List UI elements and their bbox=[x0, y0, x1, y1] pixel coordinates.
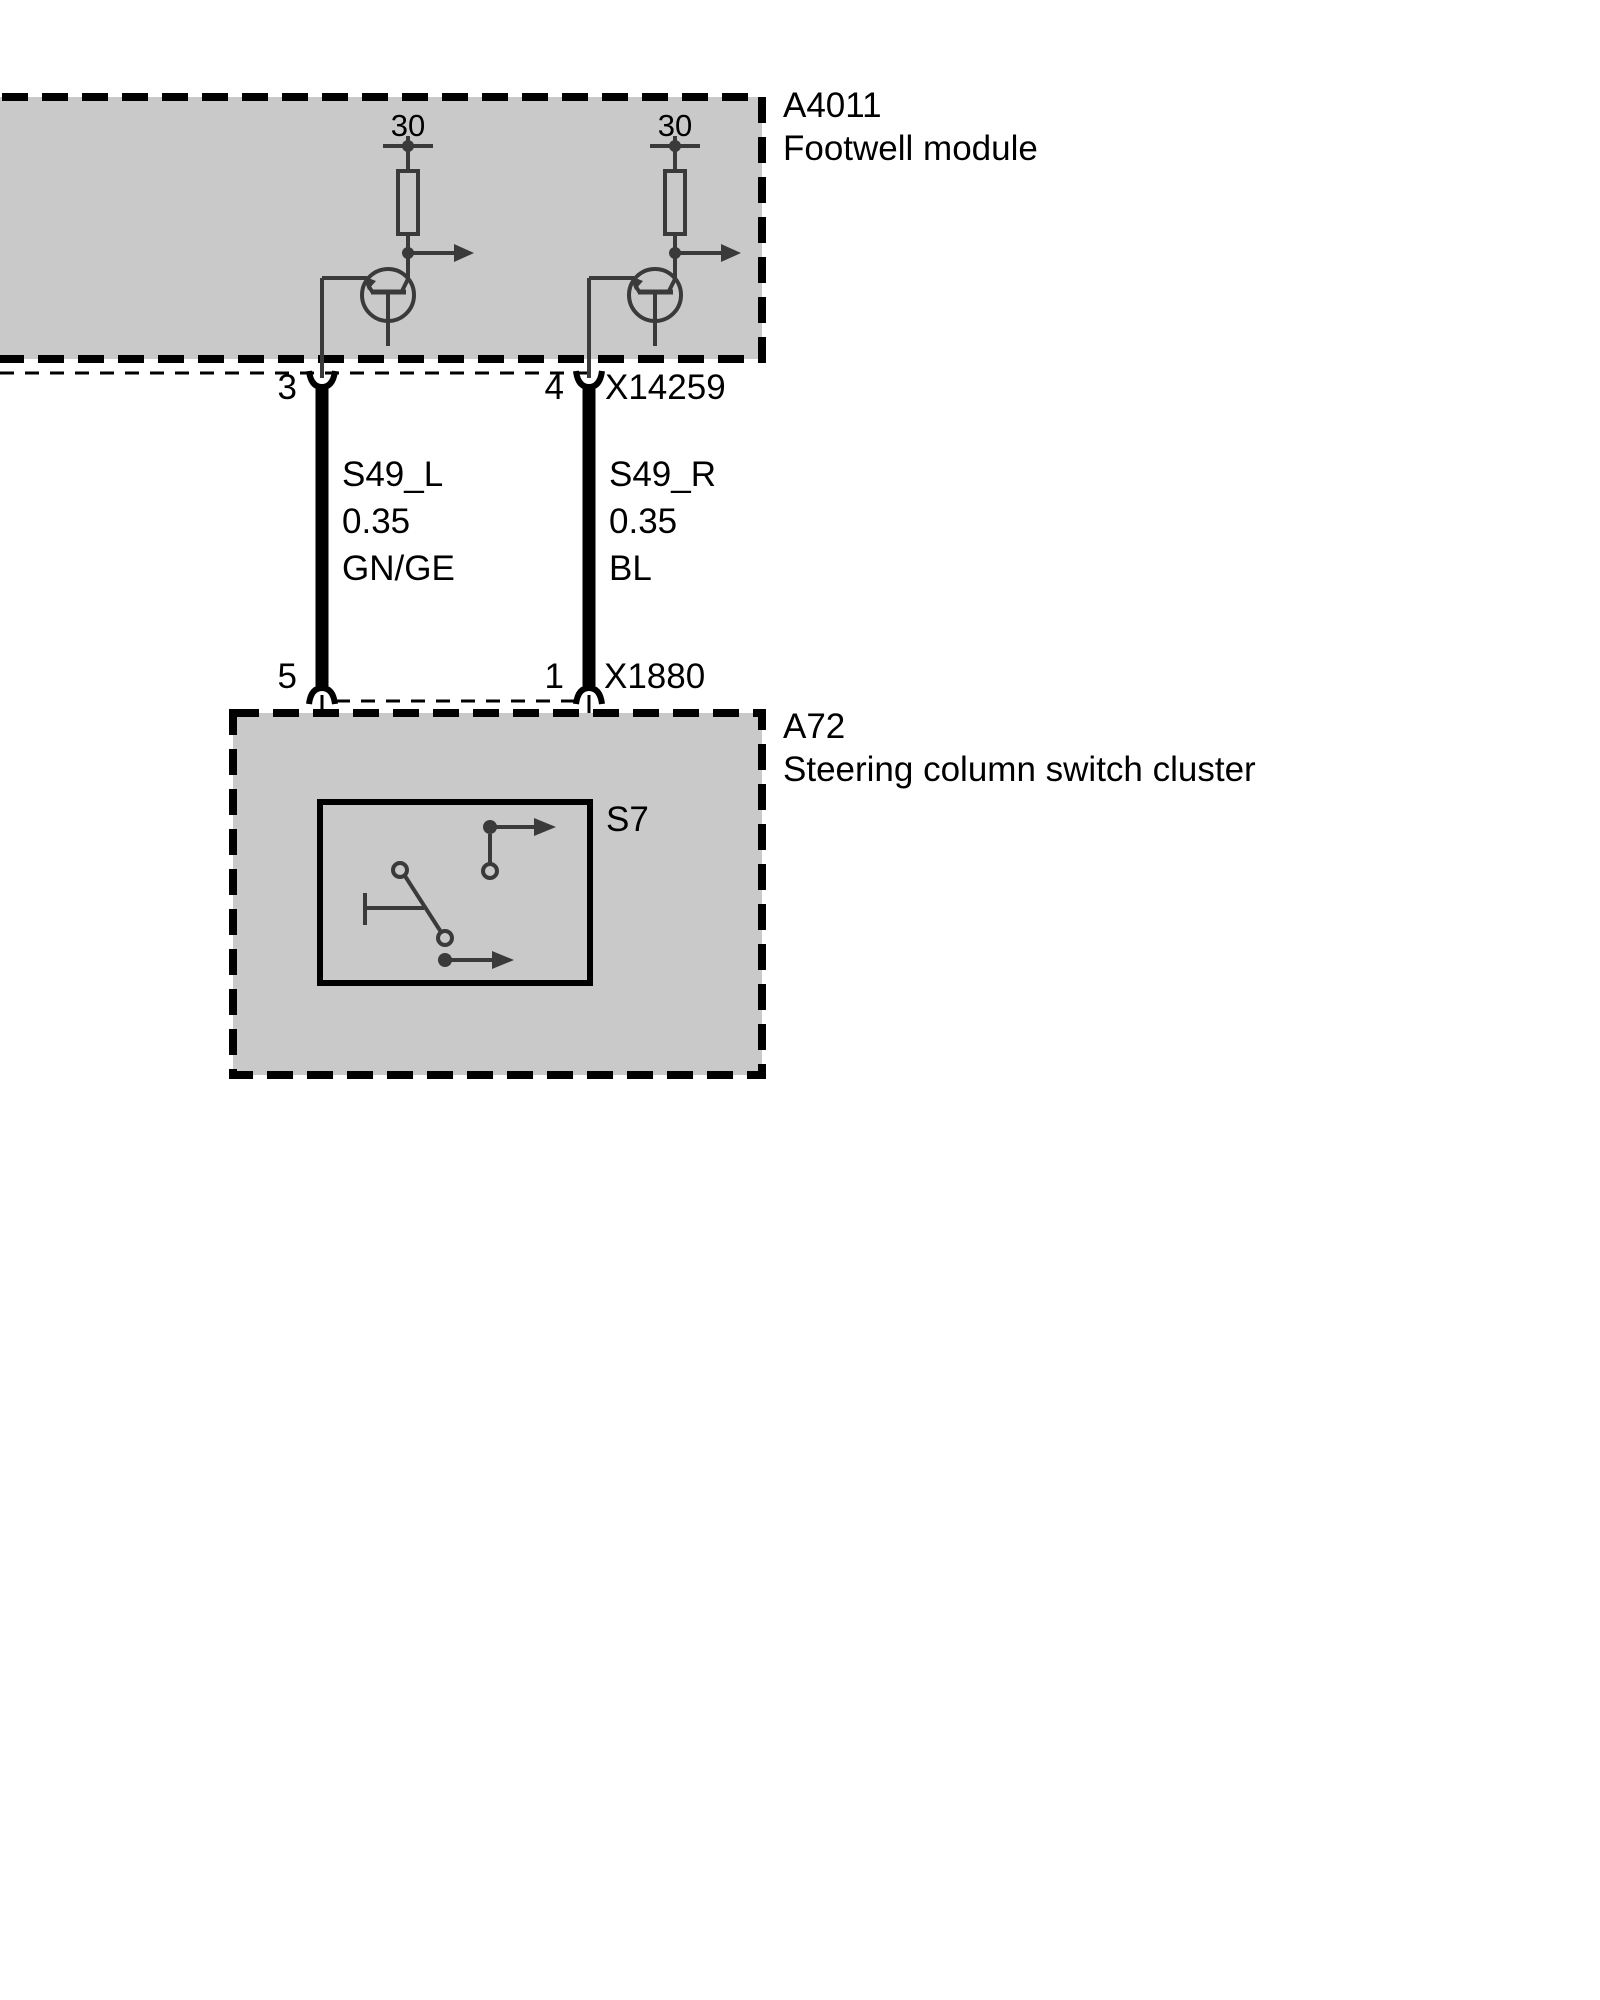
wire-label-left bbox=[342, 451, 455, 592]
steering-module-label bbox=[783, 705, 1256, 791]
wire-left-color: GN/GE bbox=[342, 549, 455, 588]
wire-left-gauge: 0.35 bbox=[342, 502, 411, 541]
footwell-module-code: A4011 bbox=[783, 86, 882, 125]
pin-1-label: 1 bbox=[544, 657, 564, 696]
wire-left-circuit: S49_L bbox=[342, 455, 444, 494]
steering-module-code: A72 bbox=[783, 707, 846, 746]
pin-4-label: 4 bbox=[544, 368, 564, 407]
connector-x1880-label: X1880 bbox=[604, 657, 706, 696]
terminal-30-label-right: 30 bbox=[657, 108, 693, 143]
footwell-module-name: Footwell module bbox=[783, 129, 1038, 168]
footwell-module-label bbox=[783, 84, 1038, 170]
wire-right-color: BL bbox=[609, 549, 652, 588]
steering-module-fill bbox=[233, 713, 762, 1075]
connector-x14259-label: X14259 bbox=[605, 368, 726, 407]
wire-label-right bbox=[609, 451, 716, 592]
s7-switch-label: S7 bbox=[606, 800, 649, 839]
wire-right-gauge: 0.35 bbox=[609, 502, 678, 541]
steering-module-name: Steering column switch cluster bbox=[783, 750, 1256, 789]
pin-5-label: 5 bbox=[277, 657, 297, 696]
wire-right-circuit: S49_R bbox=[609, 455, 717, 494]
terminal-30-label-left: 30 bbox=[390, 108, 426, 143]
pin-3-label: 3 bbox=[277, 368, 297, 407]
